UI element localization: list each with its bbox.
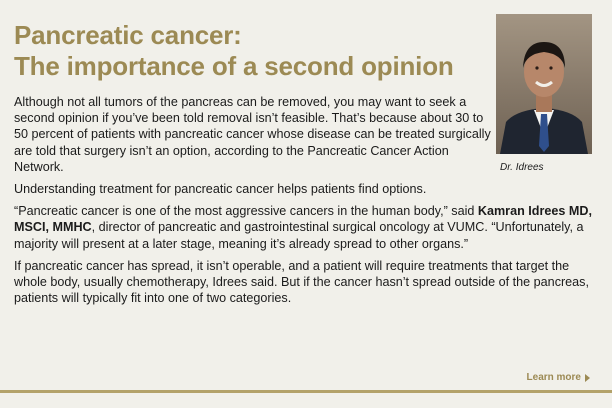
learn-more-link[interactable] bbox=[527, 372, 590, 383]
photo-caption: Dr. Idrees bbox=[500, 162, 544, 173]
learn-more-label: Learn more bbox=[526, 372, 581, 383]
paragraph-spread: If pancreatic cancer has spread, it isn’t operable, and a patient will require treatments that target the whole body, usually chemotherapy, Idrees said. But if the cancer hasn’t spread outside of the pancreas, patients will typically fit into one of two categories. bbox=[14, 258, 589, 306]
title-line-1: Pancreatic cancer: bbox=[14, 20, 242, 50]
quote-text-end: , director of pancreatic and gastrointestinal surgical oncology at VUMC. “Unfortunately, a majority will present at a later stage, meaning it’s already spread to other organs.” bbox=[14, 220, 584, 251]
quote-text-start: “Pancreatic cancer is one of the most aggressive cancers in the human body,” said bbox=[14, 204, 478, 219]
doctor-name: Kamran Idrees MD, MSCI, MMHC bbox=[14, 204, 592, 235]
footer-divider bbox=[0, 390, 612, 393]
article-body bbox=[14, 94, 594, 312]
article-title bbox=[14, 20, 494, 82]
paragraph-quote bbox=[14, 203, 594, 252]
title-line-2: The importance of a second opinion bbox=[14, 51, 454, 81]
paragraph-intro: Although not all tumors of the pancreas can be removed, you may want to seek a second opinion if you’ve been told removal isn’t feasible. That’s because about 30 to 50 percent of patients with pancreatic cancer whose disease can be treated surgically are told that surgery isn’t an option, according to the Pancreatic Cancer Action Network. bbox=[14, 95, 491, 174]
triangle-right-icon bbox=[585, 374, 590, 382]
paragraph-understanding: Understanding treatment for pancreatic cancer helps patients find options. bbox=[14, 182, 427, 197]
